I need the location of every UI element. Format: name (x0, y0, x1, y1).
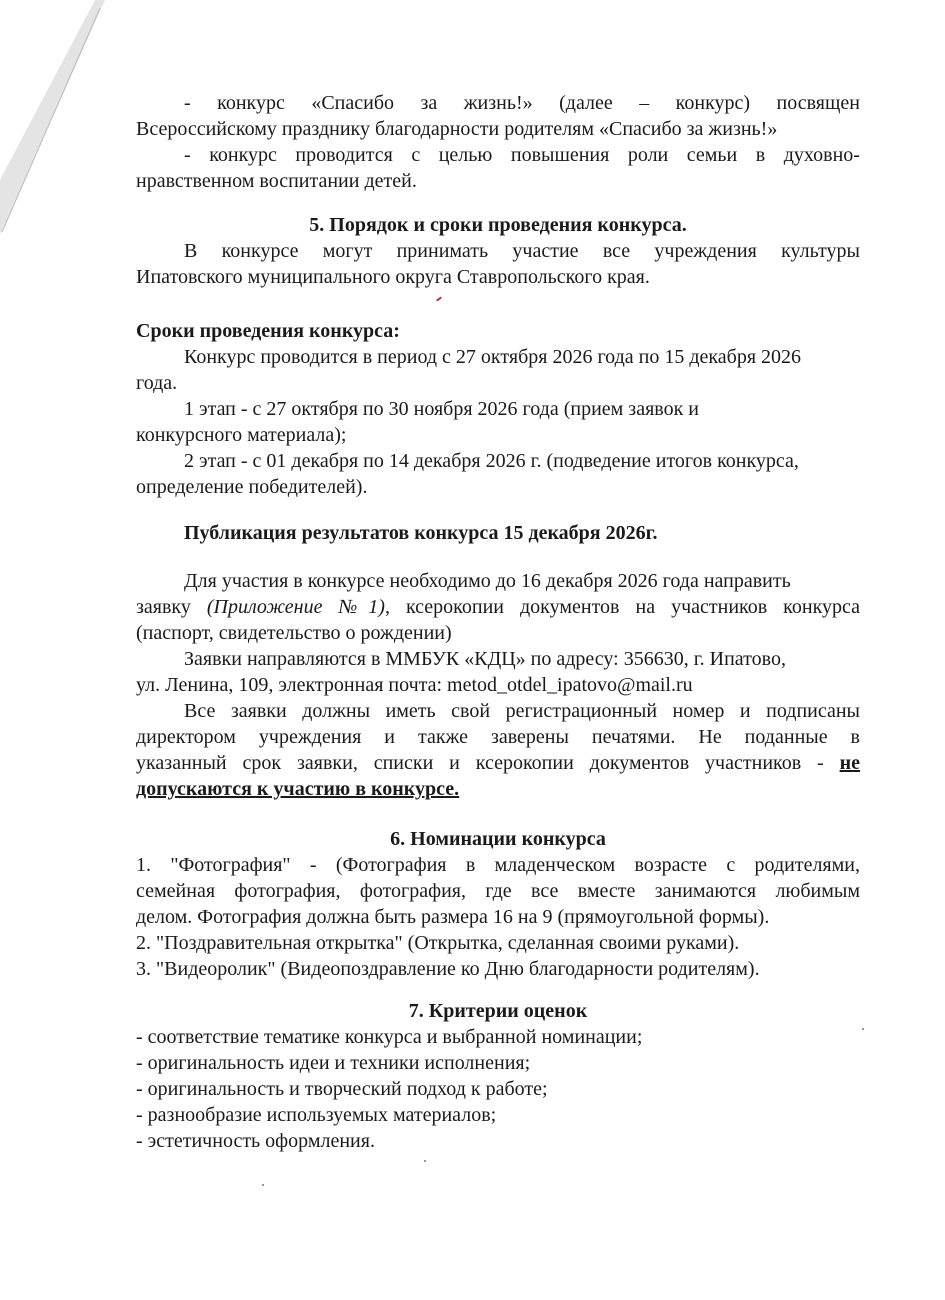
nomination-2: 2. "Поздравительная открытка" (Открытка, сделанная своими руками). (136, 932, 740, 954)
section-5-p1-line-1-word: конкурсе (221, 240, 299, 262)
rules-emphasis-end: допускаются к участию в конкурсе. (136, 778, 460, 800)
rules-line-3 (136, 750, 860, 777)
publication-heading: Публикация результатов конкурса 15 декабря 2026г. (184, 522, 658, 544)
section-7-heading: 7. Критерии оценок (408, 1000, 588, 1022)
apply-line-1: Для участия в конкурсе необходимо до 16 декабря 2026 года направить (184, 570, 791, 592)
intro-line-3-word: целью (438, 144, 493, 166)
intro-line-1-word: конкурс (217, 92, 285, 114)
intro-line-1-word: «Спасибо (311, 92, 395, 114)
apply-line-2 (136, 594, 860, 621)
address-line-1: Заявки направляются в ММБУК «КДЦ» по адресу: 356630, г. Ипатово, (184, 648, 786, 670)
criteria-item: - эстетичность оформления. (136, 1130, 375, 1152)
appendix-reference: (Приложение №1) (206, 596, 385, 618)
apply-line-3: (паспорт, свидетельство о рождении) (136, 622, 452, 644)
rules-emphasis-start: не (839, 752, 861, 774)
intro-line-3-word: конкурс (209, 144, 277, 166)
intro-line-3-word: повышения (510, 144, 610, 166)
rules-line-1: Все заявки должны иметь свой регистрационный номер и подписаны (184, 700, 860, 722)
section-5-p1-line-2: Ипатовского муниципального округа Ставропольского края. (136, 266, 650, 288)
section-5-p1-line-1-word: принимать (396, 240, 489, 262)
intro-line-1-word: конкурс) (675, 92, 751, 114)
intro-line-3-word: семьи (686, 144, 738, 166)
intro-line-2: Всероссийскому празднику благодарности родителям «Спасибо за жизнь!» (136, 118, 778, 140)
intro-line-3-word: в (755, 144, 766, 166)
criteria-item: - соответствие тематике конкурса и выбранной номинации; (136, 1026, 643, 1048)
scan-dot (262, 1184, 264, 1186)
section-5-p1-line-1-word: В (184, 240, 198, 262)
intro-line-3-word: духовно- (783, 144, 860, 166)
intro-line-1-word: - (184, 92, 191, 114)
intro-line-3-word: проводится (295, 144, 393, 166)
section-6-heading: 6. Номинации конкурса (390, 828, 606, 850)
apply-line-2-start: заявку (136, 596, 207, 618)
stage-1-line-2: конкурсного материала); (136, 424, 347, 446)
section-5-p1-line-1-word: участие (512, 240, 579, 262)
intro-line-3-word: с (411, 144, 421, 166)
rules-line-2: директором учреждения и также заверены печатями. Не поданные в (136, 726, 860, 748)
period-line-1: Конкурс проводится в период с 27 октября 2026 года по 15 декабря 2026 (184, 346, 802, 368)
intro-line-1-word: за (420, 92, 438, 114)
intro-line-1-word: – (639, 92, 650, 114)
criteria-item: - оригинальность и творческий подход к работе; (136, 1078, 548, 1100)
section-5-heading: 5. Порядок и сроки проведения конкурса. (309, 214, 687, 236)
dates-heading: Сроки проведения конкурса: (136, 320, 400, 342)
nomination-1-line-2: семейная фотография, фотография, где все вместе занимаются любимым (136, 880, 860, 902)
scan-speck (436, 296, 442, 301)
section-5-p1-line-1-word: культуры (781, 240, 860, 262)
intro-line-1 (136, 90, 860, 117)
criteria-item: - оригинальность идеи и техники исполнения; (136, 1052, 531, 1074)
nomination-3: 3. "Видеоролик" (Видеопоздравление ко Дню благодарности родителям). (136, 958, 760, 980)
section-5-p1-line-1-word: учреждения (654, 240, 757, 262)
scan-dot (424, 1160, 426, 1162)
rules-line-3-text: указанный срок заявки, списки и ксерокопии документов участников - (136, 752, 824, 774)
period-line-2: года. (136, 372, 178, 394)
section-5-p1-line-1-word: могут (322, 240, 373, 262)
scan-dot (862, 1028, 864, 1030)
criteria-item: - разнообразие используемых материалов; (136, 1104, 497, 1126)
address-line-2: ул. Ленина, 109, электронная почта: metod_otdel_ipatovo@mail.ru (136, 674, 693, 696)
intro-line-1-word: посвящен (776, 92, 860, 114)
intro-line-1-word: жизнь!» (463, 92, 533, 114)
intro-line-3-word: - (184, 144, 191, 166)
stage-2-line-2: определение победителей). (136, 476, 368, 498)
stage-1-line-1: 1 этап - с 27 октября по 30 ноября 2026 года (прием заявок и (184, 398, 700, 420)
nomination-1-line-3: делом. Фотография должна быть размера 16 на 9 (прямоугольной формы). (136, 906, 770, 928)
intro-line-3-word: роли (627, 144, 669, 166)
nomination-1-line-1: 1. "Фотография" - (Фотография в младенческом возрасте с родителями, (136, 854, 860, 876)
intro-line-1-word: (далее (559, 92, 613, 114)
section-5-p1-line-1-word: все (602, 240, 631, 262)
stage-2-line-1: 2 этап - с 01 декабря по 14 декабря 2026 г. (подведение итогов конкурса, (184, 450, 799, 472)
section-5-p1-line-1 (136, 238, 860, 265)
intro-line-4: нравственном воспитании детей. (136, 170, 417, 192)
scan-edge-shadow (0, 0, 130, 240)
apply-line-2-end: , ксерокопии документов на участников конкурса (384, 596, 860, 618)
intro-line-3 (136, 142, 860, 169)
rules-line-4 (136, 776, 860, 803)
